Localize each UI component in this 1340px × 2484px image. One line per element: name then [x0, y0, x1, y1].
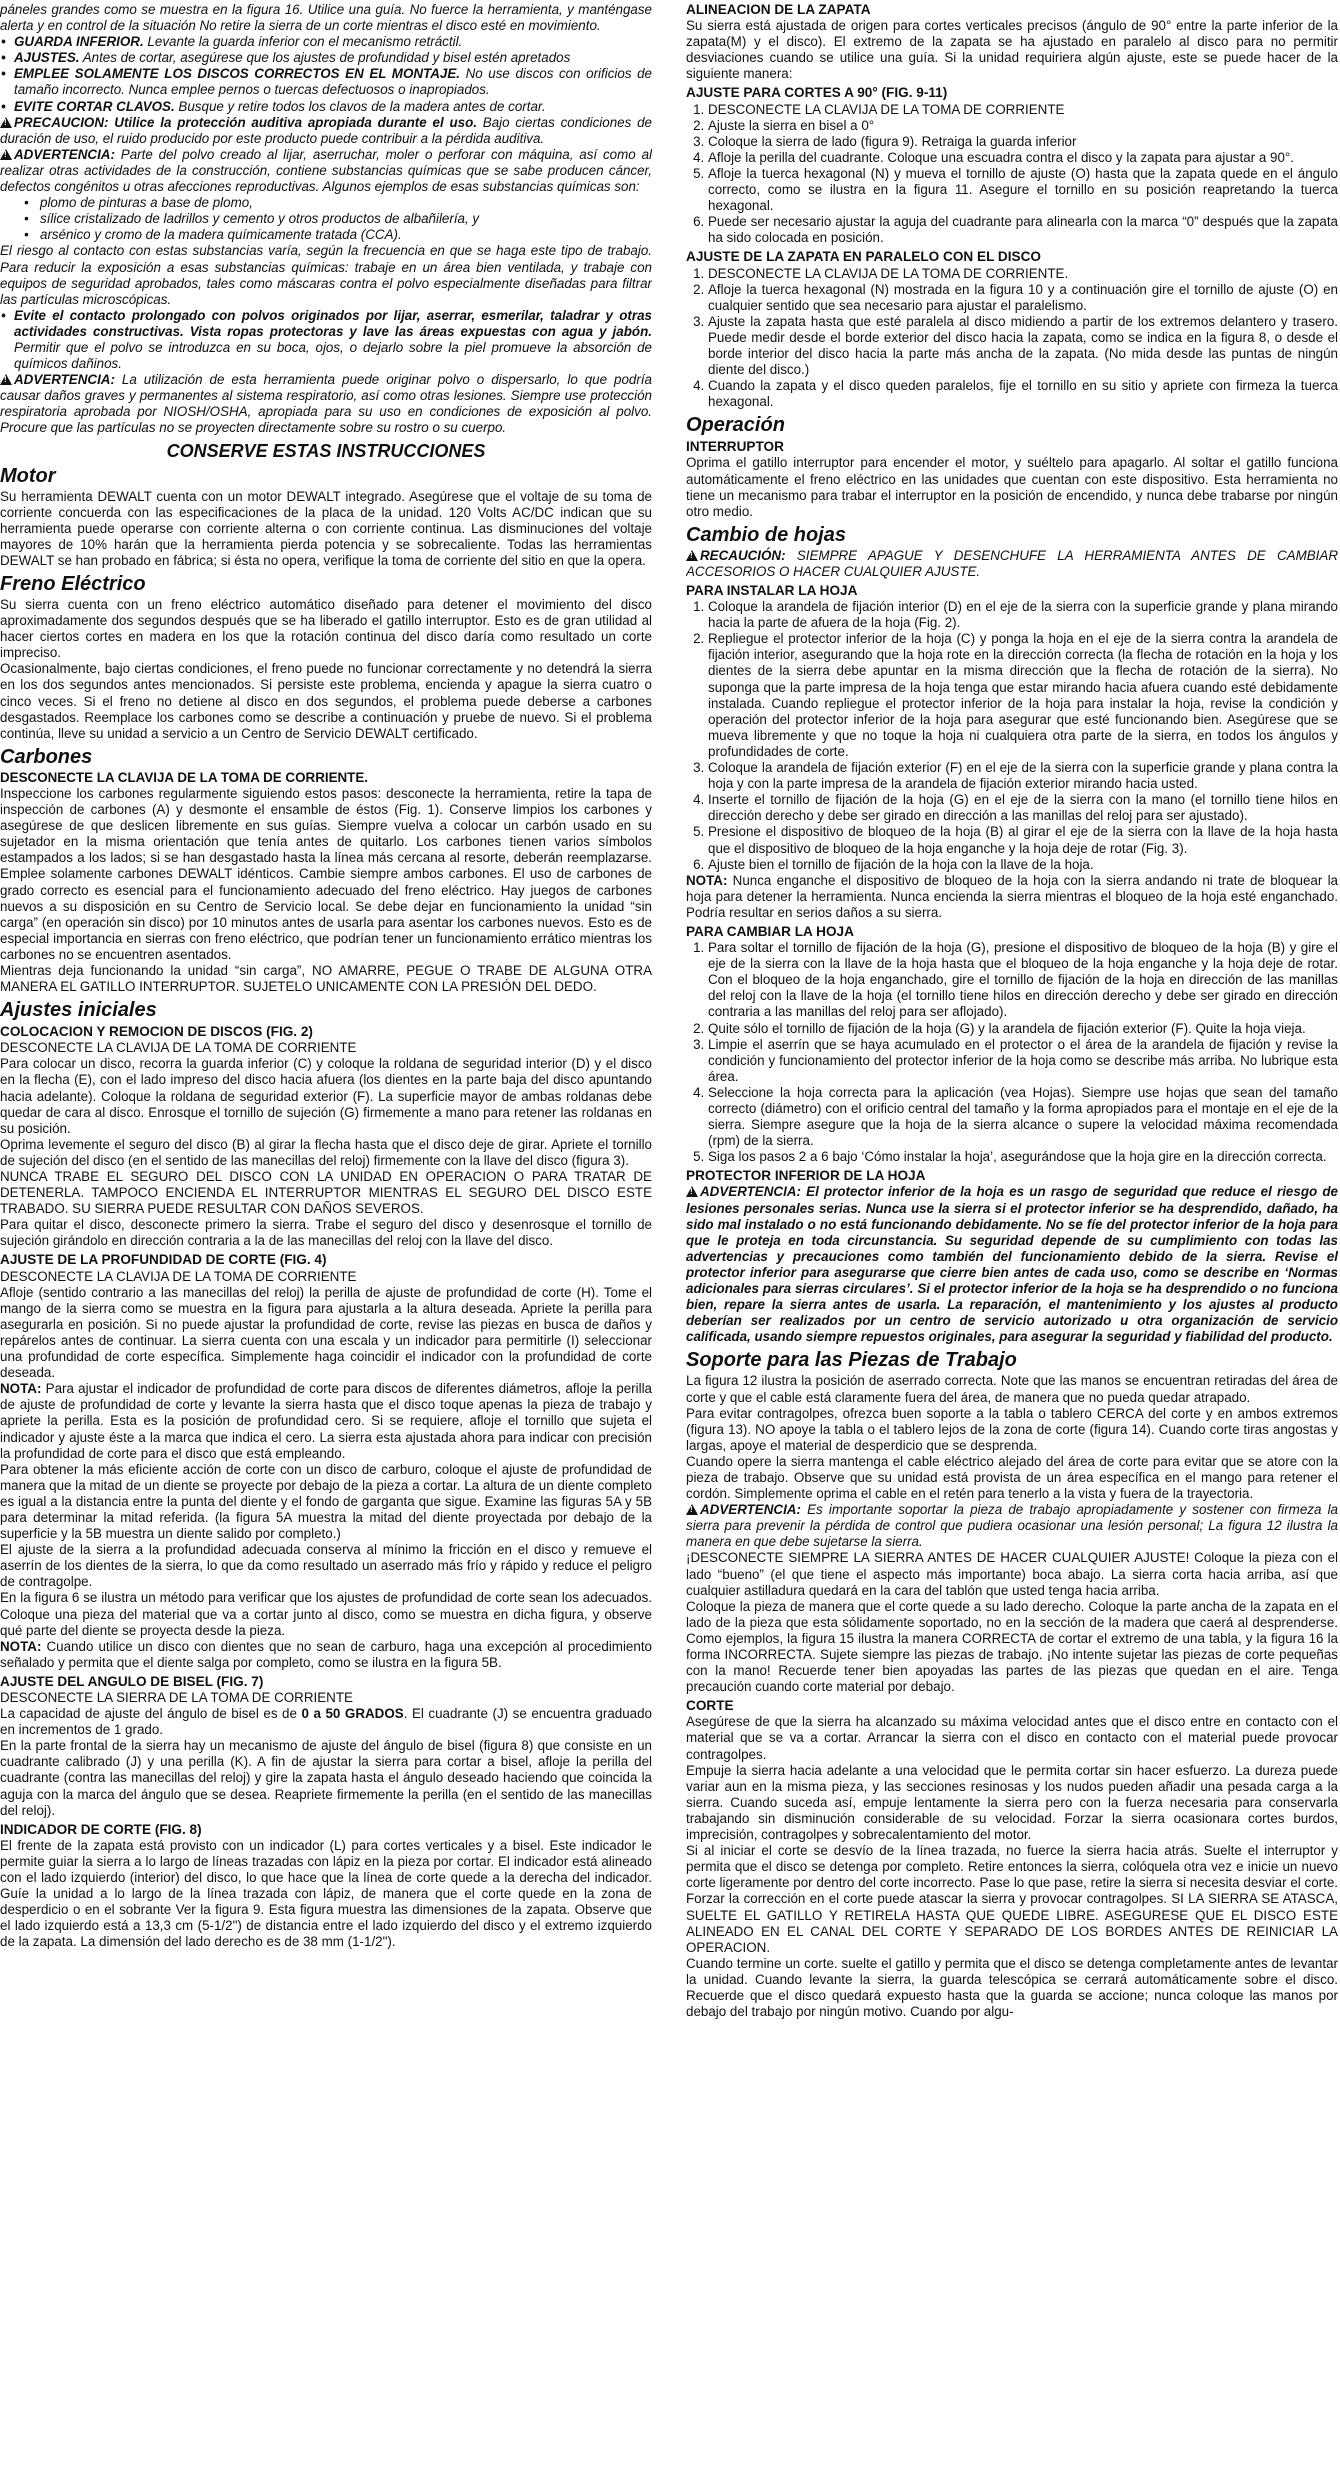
left-column [0, 2, 652, 2482]
carbones-sub: DESCONECTE LA CLAVIJA DE LA TOMA DE CORRIENTE. [0, 769, 369, 785]
bullet-discos: • EMPLEE SOLAMENTE LOS DISCOS CORRECTOS EN EL MONTAJE. No use discos con orificios de tamaño incorrecto. Nunca emplee pernos o tuercas defectuosos o inapropiados. [0, 66, 652, 98]
ajuste-90-steps [686, 102, 1338, 247]
ajustes-heading: Ajustes iniciales [0, 999, 157, 1022]
cambiar-steps [686, 940, 1338, 1165]
step: 1. DESCONECTE LA CLAVIJA DE LA TOMA DE CORRIENTE. [708, 266, 1338, 282]
colocacion-text-1: Para colocar un disco, recorra la guarda inferior (C) y coloque la roldana de seguridad interior (D) y el disco en la flecha (E), con el lado impreso del disco hacia afuera (los dientes en la parte baja del disco apuntando hacia adelante). Coloque la roldana de seguridad exterior (F). La superficie mayor de ambas roldanas debe quedar de cara al disco. Enrosque el tornillo de sujeción (G) firmemente a mano para retener las roldanas en su posición. [0, 1056, 652, 1136]
bisel-heading: AJUSTE DEL ANGULO DE BISEL (FIG. 7) [0, 1673, 264, 1689]
soporte-text-2: Para evitar contragolpes, ofrezca buen soporte a la tabla o tablero CERCA del corte y en ambos extremos (figura 13). NO apoye la tabla o el tablero lejos de la zona de corte (figura 14). Cuando corte tiras angostas y largas, apoye el material de desperdicio que se desprenda. [686, 1405, 1338, 1453]
bullet-ajustes: • AJUSTES. Antes de cortar, asegúrese que los ajustes de profundidad y bisel estén apretados [0, 50, 652, 66]
step: 2. Repliegue el protector inferior de la hoja (C) y ponga la hoja en el eje de la sierra contra la arandela de fijación interior, asegurando que la hoja rote en la dirección correcta (la flecha de rotación en la hoja y los dientes de la sierra debe apuntar en la misma dirección que la flecha de rotación de la sierra). No suponga que la parte impresa de la hoja tenga que estar mirando hacia afuera cuando esté debidamente instalada. Cuando repliegue el protector inferior de la hoja para instalar la hoja, revise la condición y operación del protector inferior de la hoja para asegurar que esté funcionando bien. Asegúrese que se mueva libremente y que no toque la hoja ni cualquiera otra parte de la sierra, en todos los ángulos y profundidades de corte. [708, 631, 1338, 760]
carbones-text: Inspeccione los carbones regularmente siguiendo estos pasos: desconecte la herramienta, retire la tapa de inspección de carbones (A) y desmonte el ensamble de éstos (Fig. 1). Conserve limpios los carbones y asegúrese de que deslicen libremente en sus guías. Siempre vuelva a colocar un carbón usado en su sujetador en la misma orientación que tenía antes de quitarlo. Los carbones tienen varios símbolos estampados a los lados; si se han desgastado hasta la línea más cercana al resorte, deberán reemplazarse. Emplee solamente carbones DEWALT idénticos. Cambie siempre ambos carbones. El uso de carbones de grado correcto es esencial para el funcionamiento adecuado del freno eléctrico. Hay juegos de carbones nuevos a su disposición en su Centro de Servicio local. Se debe dejar en funcionamiento la unidad “sin carga” (en operación sin disco) por 10 minutos antes de usarla para asentar los carbones nuevos. Esto es de especial importancia en sierras con freno eléctrico, que podrían tener un funcionamiento errático mientras los carbones no se encuentren asentados. [0, 785, 652, 962]
step: 3. Limpie el aserrín que se haya acumulado en el protector o el área de la arandela de fijación y revise la condición y funcionamiento del protector inferior de la hoja como se describe más arriba. No lubrique esta área. [708, 1037, 1338, 1085]
corte-text-2: Empuje la sierra hacia adelante a una velocidad que le permita cortar sin hacer esfuerzo. La dureza puede variar aun en la misma pieza, y las secciones resinosas y los nudos pueden añadir una pesada carga a la sierra. Cuando suceda así, empuje lentamente la sierra pero con la fuerza necesaria para conservarla trabajando sin disminución considerable de su velocidad. Forzar la sierra ocasionara cortes burdos, imprecisión, contragolpes y sobrecalentamiento del motor. [686, 1762, 1338, 1843]
instalar-heading: PARA INSTALAR LA HOJA [686, 583, 858, 598]
bisel-text-2: En la parte frontal de la sierra hay un mecanismo de ajuste del ángulo de bisel (figura 8) que consiste en un cuadrante calibrado (J) y una perilla (K). A fin de ajustar la sierra para cortar a bisel, afloje la perilla del cuadrante (contra las manecillas del reloj) y gire la zapata hasta el ángulo deseado haciendo que coincida la aguja con la marca del ángulo que se desea. Reapriete firmemente la perilla (en el sentido de las manecillas del reloj). [0, 1738, 652, 1818]
soporte-text-1: La figura 12 ilustra la posición de aserrado correcta. Note que las manos se encuentran retiradas del área de corte y que el cable está claramente fuera del área, de manera que no pueda quedar atrapado. [686, 1373, 1338, 1405]
instalar-steps [686, 599, 1338, 873]
warning-icon [0, 374, 12, 385]
soporte-heading: Soporte para las Piezas de Trabajo [686, 1349, 1017, 1372]
step: 2. Afloje la tuerca hexagonal (N) mostrada en la figura 10 y a continuación gire el tornillo de ajuste (O) en cualquier sentido que sea necesario para ajustar el paralelismo. [708, 282, 1338, 314]
right-column [686, 2, 1338, 2482]
soporte-text-5: Coloque la pieza de manera que el corte quede a su lado derecho. Coloque la parte ancha de la zapata en el lado de la pieza que esta sólidamente soportado, no en la sección de la madera que caerá al desprenderse. Como ejemplos, la figura 15 ilustra la manera CORRECTA de cortar el extremo de una tabla, y la figura 16 la forma INCORRECTA. Sujete siempre las piezas de trabajo. ¡No intente sujetar las piezas de corte pequeñas con la mano! Recuerde tener bien apoyadas las partes de las piezas que quedan en el aire. Tenga precaución cuando corte material por debajo. [686, 1598, 1338, 1695]
interruptor-text: Oprima el gatillo interruptor para encender el motor, y suéltelo para apagarlo. Al soltar el gatillo funciona automáticamente el freno eléctrico en las unidades que cuentan con este dispositivo. Esta herramienta no tiene un mecanismo para trabar el interruptor en la posición de encendido, y nunca debe trabarse por ningún otro medio. [686, 455, 1338, 519]
profundidad-nota: NOTA: Para ajustar el indicador de profundidad de corte para discos de diferentes diámetros, afloje la perilla de ajuste de profundidad de corte y levante la sierra hasta que el disco toque apenas la pieza de trabajo y apriete la perilla. Esta es la posición de profundidad cero. Si se requiere, afloje el tornillo que sujeta el indicador y ajuste éste a la marca que indica el cero. La sierra esta ajustada ahora para indicar con precisión la profundidad de corte para el disco que está empleando. [0, 1381, 652, 1461]
carbones-text-2: Mientras deja funcionando la unidad “sin carga”, NO AMARRE, PEGUE O TRABE DE ALGUNA OTRA MANERA EL GATILLO INTERRUPTOR. SUJETELO UNICAMENTE CON LA PRESIÓN DEL DEDO. [0, 962, 652, 995]
warning-respiratory: !ADVERTENCIA: La utilización de esta herramienta puede originar polvo o dispersarlo, lo que podría causar daños graves y permanentes al sistema respiratorio, así como otras lesiones. Siempre use protección respiratoria aprobada por NIOSH/OSHA, apropiada para su uso en condiciones de exposición al polvo. Procure que las partículas no se proyecten directamente sobre su rostro o su cuerpo. [0, 372, 652, 436]
step: 4. Cuando la zapata y el disco queden paralelos, fije el tornillo en su sitio y apriete con firmeza la tuerca hexagonal. [708, 378, 1338, 410]
profundidad-sub: DESCONECTE LA CLAVIJA DE LA TOMA DE CORRIENTE [0, 1268, 357, 1284]
soporte-text-4: ¡DESCONECTE SIEMPRE LA SIERRA ANTES DE HACER CUALQUIER AJUSTE! Coloque la pieza con el lado “bueno” (el que tiene el aspecto más importante) boca abajo. La sierra corta hacia arriba, así que cualquier astilladura quedará en la cara del tablón que usted tenga hacia arriba. [686, 1550, 1338, 1598]
corte-text-1: Asegúrese de que la sierra ha alcanzado su máxima velocidad antes que el disco entre en contacto con el material que se va a cortar. Arrancar la sierra con el disco en contacto con el material puede provocar contragolpes. [686, 1714, 1338, 1762]
step: 3. Ajuste la zapata hasta que esté paralela al disco midiendo a partir de los extremos delantero y trasero. Puede medir desde el borde exterior del disco hacia la zapata, como se indica en la figura 8, o desde el borde interior del disco hacia la parte más ancha de la zapata. (No mida desde las puntas de ningún diente del disco.) [708, 314, 1338, 378]
bisel-sub: DESCONECTE LA SIERRA DE LA TOMA DE CORRIENTE [0, 1690, 353, 1705]
indicador-text: El frente de la zapata está provisto con un indicador (L) para cortes verticales y a bisel. Este indicador le permite guiar la sierra a lo largo de líneas trazadas con lápiz en la pieza por cortar. El indicador está alineado con el lado izquierdo (interior) del disco, lo que hace que la línea de corte quede a la derecha del indicador. Guíe la unidad a lo largo de la línea trazada con lápiz, de manera que el corte quede en la zona de desperdicio o en el sobrante Ver la figura 9. Esta figura muestra las dimensiones de la zapata. Observe que el lado izquierdo está a 13,3 cm (5-1/2") de distancia entre el lado izquierdo del disco y el extremo izquierdo de la zapata. La dimensión del lado derecho es de 38 mm (1-1/2"). [0, 1837, 652, 1950]
step: 1. DESCONECTE LA CLAVIJA DE LA TOMA DE CORRIENTE [708, 102, 1338, 118]
step: 2. Ajuste la sierra en bisel a 0° [708, 118, 1338, 134]
protector-warning: !ADVERTENCIA: El protector inferior de la hoja es un rasgo de seguridad que reduce el riesgo de lesiones personales serias. Nunca use la sierra si el protector inferior se ha desprendido, dañado, ha sido mal instalado o no está funcionando debidamente. No se fíe del protector inferior de la hoja para que le proteja en toda circunstancia. Su seguridad depende de su cumplimiento con todas las advertencias y precauciones como también del funcionamiento debido de la sierra. Revise el protector inferior para asegurarse que cierre bien antes de cada uso, como se describe en ‘Normas adicionales para sierras circulares’. Si el protector inferior de la hoja se ha desprendido o no funciona bien, repare la sierra antes de usarla. La reparación, el mantenimiento y los ajustes al producto deberían ser realizados por un centro de servicio autorizado u otra organización de servicio calificada, usando siempre repuestos originales, para asegurar la seguridad y fiabilidad del producto. [686, 1184, 1338, 1345]
freno-heading: Freno Eléctrico [0, 573, 146, 595]
paralelo-heading: AJUSTE DE LA ZAPATA EN PARALELO CON EL DISCO [686, 249, 1041, 265]
step: 5. Afloje la tuerca hexagonal (N) y mueva el tornillo de ajuste (O) hasta que la zapata quede en el ángulo correcto, como se ilustra en la figura 11. Asegure el tornillo en su posición reapretando la tuerca hexagonal. [708, 166, 1338, 214]
colocacion-text-3: NUNCA TRABE EL SEGURO DEL DISCO CON LA UNIDAD EN OPERACION O PARA TRATAR DE DETENERLA. TAMPOCO ENCIENDA EL INTERRUPTOR MIENTRAS EL SEGURO DEL DISCO ESTE TRABADO. SU SIERRA PUEDE RESULTAR CON DAÑOS SEVEROS. [0, 1169, 652, 1217]
profundidad-text-4: En la figura 6 se ilustra un método para verificar que los ajustes de profundidad de corte sean los adecuados. Coloque una pieza del material que va a cortar junto al disco, como se muestra en dicha figura, y observe qué parte del diente se proyecta desde la pieza. [0, 1590, 652, 1638]
instalar-nota: NOTA: Nunca enganche el dispositivo de bloqueo de la hoja con la sierra andando ni trate de bloquear la hoja para detener la herramienta. Nunca encienda la sierra mientras el bloqueo de la hoja esté enganchado. Podría resultar en serios daños a su sierra. [686, 872, 1338, 920]
step: 4. Inserte el tornillo de fijación de la hoja (G) en el eje de la sierra con la mano (el tornillo tiene hilos en dirección derecho y debe ser girado en dirección a las manillas del reloj para ser ajustado). [708, 792, 1338, 824]
step: 5. Presione el dispositivo de bloqueo de la hoja (B) al girar el eje de la sierra con la llave de la hoja hasta que el dispositivo de bloqueo de la hoja enganche y la hoja deje de rotar (Fig. 3). [708, 824, 1338, 856]
profundidad-text-1: Afloje (sentido contrario a las manecillas del reloj) la perilla de ajuste de profundidad de corte (H). Tome el mango de la sierra como se muestra en la figura para ajustarla a la altura deseada. Apriete la perilla para asegurarla en posición. Si no puede ajustar la profundidad de corte, revise las piezas en busca de daños y repárelos antes de continuar. La sierra cuenta con una escala y un indicador para permitirle (I) seleccionar una profundidad de corte específica. Simplemente haga coincidir el indicador con la profundidad de corte deseada. [0, 1284, 652, 1381]
warning-icon [686, 1186, 698, 1197]
cambiar-heading: PARA CAMBIAR LA HOJA [686, 923, 854, 939]
ajuste-90-heading: AJUSTE PARA CORTES A 90° (FIG. 9-11) [686, 85, 948, 101]
operacion-heading: Operación [686, 414, 785, 437]
avoid-contact: • Evite el contacto prolongado con polvos originados por lijar, aserrar, esmerilar, taladrar y otras actividades constructivas. Vista ropas protectoras y lave las áreas expuestas con agua y jabón. Permitir que el polvo se introduzca en su boca, ojos, o dejarlo sobre la piel promueve la absorción de químicos dañinos. [0, 308, 652, 372]
freno-text-1: Su sierra cuenta con un freno eléctrico automático diseñado para detener el movimiento del disco aproximadamente dos segundos después que se ha liberado el gatillo interruptor. Esto es de gran utilidad al hacer ciertos cortes en madera en los que la rotación continua del disco daría como resultado un corte impreciso. [0, 597, 652, 661]
chem-item: • arsénico y cromo de la madera químicamente tratada (CCA). [0, 227, 652, 243]
profundidad-heading: AJUSTE DE LA PROFUNDIDAD DE CORTE (FIG. 4) [0, 1252, 327, 1268]
caution-hearing: !PRECAUCION: Utilice la protección auditiva apropiada durante el uso. Bajo ciertas condiciones de duración de uso, el ruido producido por este producto puede contribuir a la pérdida auditiva. [0, 115, 652, 147]
bullet-guarda: • GUARDA INFERIOR. Levante la guarda inferior con el mecanismo retráctil. [0, 34, 652, 50]
recaucion: !RECAUCIÓN: SIEMPRE APAGUE Y DESENCHUFE LA HERRAMIENTA ANTES DE CAMBIAR ACCESORIOS O HACER CUALQUIER AJUSTE. [686, 548, 1338, 580]
alineacion-heading: ALINEACION DE LA ZAPATA [686, 2, 871, 17]
corte-heading: CORTE [686, 1698, 734, 1714]
chem-item: • sílice cristalizado de ladrillos y cemento y otros productos de albañilería, y [0, 211, 652, 227]
chem-item: • plomo de pinturas a base de plomo, [0, 195, 652, 211]
cambio-heading: Cambio de hojas [686, 523, 847, 546]
colocacion-heading: COLOCACION Y REMOCION DE DISCOS (FIG. 2) [0, 1024, 313, 1040]
paralelo-steps [686, 266, 1338, 411]
profundidad-text-3: El ajuste de la sierra a la profundidad adecuada conserva al mínimo la fricción en el disco y remueve el aserrín de los dientes de la sierra, lo que da como resultado un aserrado más frío y rápido y reduce el peligro de contragolpe. [0, 1542, 652, 1590]
warning-icon [0, 149, 12, 160]
alineacion-text: Su sierra está ajustada de origen para cortes verticales precisos (ángulo de 90° entre la parte inferior de la zapata(M) y el disco). El extremo de la zapata se ha ajustado en paralelo al disco para no permitir desviaciones cuando se utilice una guía. Si la unidad requiriera algún ajuste, este se puede hacer de la siguiente manera: [686, 18, 1338, 82]
colocacion-text-2: Oprima levemente el seguro del disco (B) al girar la flecha hasta que el disco deje de girar. Apriete el tornillo de sujeción del disco (en el sentido de las manecillas del reloj) firmemente con la llave del disco (figura 3). [0, 1136, 652, 1168]
warning-icon [0, 117, 12, 128]
step: 1. Para soltar el tornillo de fijación de la hoja (G), presione el dispositivo de bloqueo de la hoja (B) y gire el eje de la sierra con la llave de la hoja hasta que el bloqueo de la hoja enganche y la hoja deje de rotar. Con el bloqueo de la hoja enganchado, gire el tornillo de fijación de la hoja en dirección de las manillas del reloj con la llave de la hoja (el tornillo tiene hilos en dirección derecho y debe ser girado en dirección contraria a las manillas del reloj para ser aflojado). [708, 940, 1338, 1020]
risk-text: El riesgo al contacto con estas substancias varía, según la frecuencia en que se haga este tipo de trabajo. Para reducir la exposición a esas substancias químicas: trabaje en un área bien ventilada, y trabaje con equipos de seguridad aprobados, tales como máscaras contra el polvo especialmente diseñadas para filtrar las partículas microscópicas. [0, 243, 652, 307]
warning-dust: !ADVERTENCIA: Parte del polvo creado al lijar, aserruchar, moler o perforar con máquina, así como al realizar otras actividades de la construcción, contiene substancias químicas que se sabe producen cáncer, defectos congénitos u otras afecciones reproductivas. Algunos ejemplos de esas substancias químicas son: [0, 147, 652, 195]
corte-text-4: Cuando termine un corte. suelte el gatillo y permita que el disco se detenga completamente antes de levantar la unidad. Cuando levante la sierra, la guarda telescópica se cerrará automáticamente sobre el disco. Recuerde que el disco quedará expuesto hasta que la guarda se accione; nunca coloque las manos por debajo del trabajo por ningún motivo. Cuando por algu- [686, 1955, 1338, 2020]
colocacion-text-4: Para quitar el disco, desconecte primero la sierra. Trabe el seguro del disco y desenrosque el tornillo de sujeción girándolo en dirección contraria a la de las manecillas del reloj con la llave del disco. [0, 1217, 652, 1249]
colocacion-sub: DESCONECTE LA CLAVIJA DE LA TOMA DE CORRIENTE [0, 1040, 357, 1056]
protector-heading: PROTECTOR INFERIOR DE LA HOJA [686, 1168, 926, 1184]
step: 1. Coloque la arandela de fijación interior (D) en el eje de la sierra con la superficie grande y plana mirando hacia la parte de afuera de la hoja (Fig. 2). [708, 599, 1338, 631]
warning-icon [686, 550, 698, 561]
indicador-heading: INDICADOR DE CORTE (FIG. 8) [0, 1821, 202, 1837]
step: 4. Seleccione la hoja correcta para la aplicación (vea Hojas). Siempre use hojas que sean del tamaño correcto (diámetro) con el orificio central del tamaño y la forma apropiados para el montaje en el eje de la sierra. Siempre asegure que la hoja de la sierra alcance o supere la velocidad máxima recomendada (rpm) de la sierra. [708, 1085, 1338, 1149]
conserve-title: CONSERVE ESTAS INSTRUCCIONES [166, 440, 486, 461]
step: 5. Siga los pasos 2 a 6 bajo ‘Cómo instalar la hoja’, asegurándose que la hoja gire en la dirección correcta. [708, 1149, 1338, 1165]
soporte-warning: !ADVERTENCIA: Es importante soportar la pieza de trabajo apropiadamente y sostener con firmeza la sierra para prevenir la pérdida de control que pudiera ocasionar una lesión personal; La figura 12 ilustra la manera en que debe sujetarse la sierra. [686, 1502, 1338, 1550]
motor-heading: Motor [0, 464, 56, 487]
motor-text: Su herramienta DEWALT cuenta con un motor DEWALT integrado. Asegúrese que el voltaje de su toma de corriente concuerda con las especificaciones de la placa de la unidad. 120 Volts AC/DC indican que su herramienta puede operarse con corriente alterna o con corriente continua. Las disminuciones del voltaje mayores de 10% harán que la herramienta pierda potencia y se sobrecaliente. Todas las herramientas DEWALT se han probado en fábrica; si ésta no opera, verifique la toma de corriente del sitio en que la opera. [0, 488, 652, 568]
soporte-text-3: Cuando opere la sierra mantenga el cable eléctrico alejado del área de corte para evitar que se atore con la pieza de trabajo. Observe que su unidad está provista de un área específica en el mango para retener el cordón. Simplemente oprima el cable en el retén para tenerlo a la vista y fuera de la trayectoria. [686, 1453, 1338, 1502]
bisel-text-1: La capacidad de ajuste del ángulo de bisel es de 0 a 50 GRADOS. El cuadrante (J) se encuentra graduado en incrementos de 1 grado. [0, 1706, 652, 1738]
step: 3. Coloque la sierra de lado (figura 9). Retraiga la guarda inferior [708, 134, 1338, 150]
step: 2. Quite sólo el tornillo de fijación de la hoja (G) y la arandela de fijación exterior (F). Quite la hoja vieja. [708, 1021, 1338, 1037]
profundidad-text-2: Para obtener la más eficiente acción de corte con un disco de carburo, coloque el ajuste de profundidad de manera que la mitad de un diente se proyecte por debajo de la pieza a cortar. La altura de un diente completo es igual a la distancia entre la punta del diente y el fondo de garganta que sigue. Examine las figuras 5A y 5B para determinar la mitad referida. (la figura 5A muestra la mitad del diente proyectada por debajo de la superficie y la 5B muestra un diente salido por completo.) [0, 1461, 652, 1542]
intro-text: páneles grandes como se muestra en la figura 16. Utilice una guía. No fuerce la herramienta, y manténgase alerta y en control de la situación No retire la sierra de un corte mientras el disco esté en movimiento. [0, 2, 652, 34]
step: 6. Puede ser necesario ajustar la aguja del cuadrante para alinearla con la marca “0” después que la zapata ha sido colocada en posición. [708, 214, 1338, 246]
corte-text-3: Si al iniciar el corte se desvío de la línea trazada, no fuerce la sierra hacia atrás. Suelte el interruptor y permita que el disco se detenga por completo. Retire entonces la sierra, colóquela otra vez e inicie un nuevo corte ligeramente por dentro del corte incorrecto. Pase lo que pase, retire la sierra si necesita desviar el corte. Forzar la corrección en el corte puede atascar la sierra y provocar contragolpes. SI LA SIERRA SE ATASCA, SUELTE EL GATILLO Y RETIRELA HASTA QUE QUEDE LIBRE. ASEGURESE QUE EL DISCO ESTE ALINEADO EN EL CANAL DEL CORTE Y SEPARADO DE LOS BORDES ANTES DE REINICIAR LA OPERACION. [686, 1843, 1338, 1955]
interruptor-heading: INTERRUPTOR [686, 439, 784, 455]
freno-text-2: Ocasionalmente, bajo ciertas condiciones, el freno puede no funcionar correctamente y no detendrá la sierra en los dos segundos antes mencionados. Si persiste este problema, encienda y apague la sierra cuatro o cinco veces. Si el freno no detiene al disco en dos segundos, el problema puede deberse a carbones desgastados. Reemplace los carbones como se describe a continuación y pruebe de nuevo. Si el problema continúa, lleve su unidad a servicio a un Centro de Servicio DEWALT certificado. [0, 661, 652, 741]
step: 4. Afloje la perilla del cuadrante. Coloque una escuadra contra el disco y la zapata para ajustar a 90°. [708, 150, 1338, 166]
carbones-heading: Carbones [0, 745, 93, 768]
step: 3. Coloque la arandela de fijación exterior (F) en el eje de la sierra con la superficie grande y plana contra la hoja y con la parte impresa de la arandela de fijación exterior mirando hacia usted. [708, 760, 1338, 792]
step: 6. Ajuste bien el tornillo de fijación de la hoja con la llave de la hoja. [708, 857, 1338, 873]
warning-icon [686, 1504, 698, 1515]
bullet-clavos: • EVITE CORTAR CLAVOS. Busque y retire todos los clavos de la madera antes de cortar. [0, 99, 652, 115]
profundidad-nota-2: NOTA: Cuando utilice un disco con dientes que no sean de carburo, haga una excepción al procedimiento señalado y permita que el diente salga por completo, como se ilustra en la figura 5B. [0, 1638, 652, 1670]
